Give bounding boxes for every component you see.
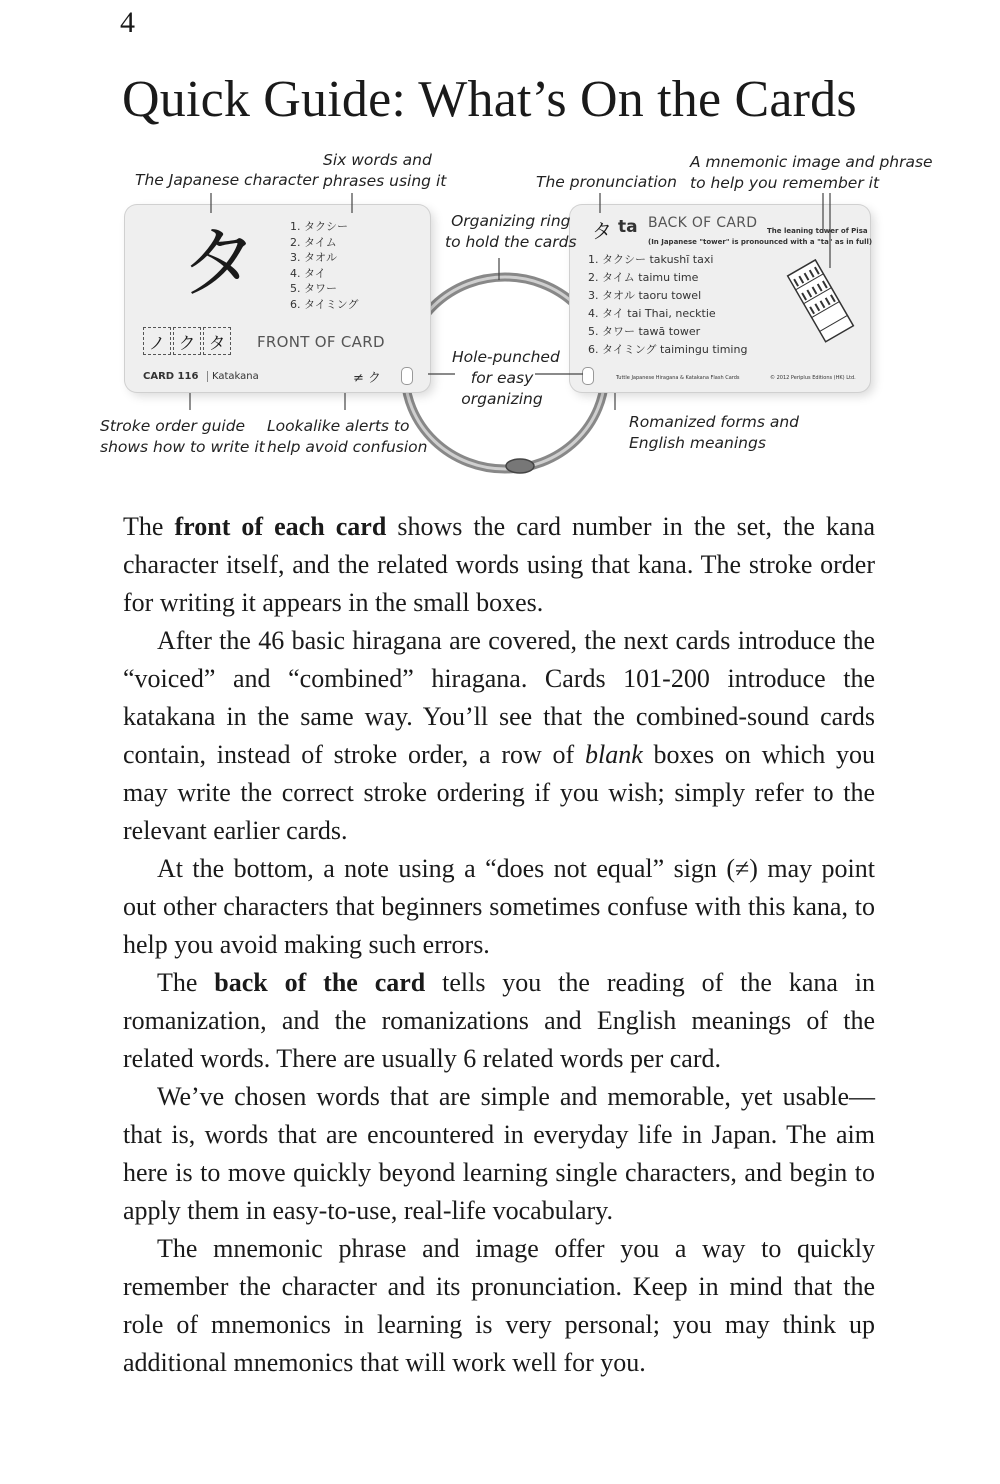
front-word: 1. タクシー [290, 220, 348, 233]
text-run: After the 46 basic hiragana are covered, the next cards introduce the “voiced” and “combined” hiragana. Cards 101-200 introduce the katakana in the same way. You’ll see that the combined-sound cards contain, instead of stroke order, a row of [123, 626, 875, 769]
paragraph [123, 508, 875, 622]
body-text [123, 508, 875, 1382]
mnemonic-phrase: The leaning tower of Pisa [767, 227, 868, 235]
front-word: 3. タオル [290, 251, 337, 264]
paragraph: At the bottom, a note using a “does not equal” sign (≠) may point out other characters that beginners sometimes confuse with this kana, to help you avoid making such errors. [123, 854, 875, 959]
callout-line: organizing [461, 390, 543, 408]
card-diagram [95, 148, 933, 478]
callout-mnemonic [690, 152, 933, 194]
text-run: The [123, 512, 175, 541]
stroke-box: タ [203, 327, 231, 355]
mnemonic-note: (In Japanese "tower" is pronounced with a "ta" as in full) [648, 238, 873, 246]
back-card-label: BACK OF CARD [648, 215, 758, 231]
paragraph [123, 622, 875, 850]
text-run: tells you the reading of the kana in romanization, and the romanizations and English meanings of the related words. There are usually 6 related words per card. [123, 968, 875, 1073]
callout-organizing-ring [445, 211, 577, 253]
page-number: 4 [120, 6, 135, 39]
callout-line: Six words and [323, 151, 432, 169]
callout-line: Hole-punched [452, 348, 560, 366]
text-run: The [157, 968, 215, 997]
callout-stroke-order [100, 416, 265, 458]
stroke-box: ノ [143, 327, 171, 355]
back-word: 5. タワー tawā tower [588, 325, 701, 338]
back-footer-right: © 2012 Periplus Editions (HK) Ltd. [770, 375, 856, 381]
back-word: 4. タイ tai Thai, necktie [588, 307, 716, 320]
card-number: CARD 116 [143, 371, 199, 382]
back-word: 2. タイム taimu time [588, 271, 699, 284]
back-romaji: ta [618, 217, 638, 237]
callout-pronunciation: The pronunciation [536, 173, 677, 191]
front-word: 6. タイミング [290, 297, 359, 311]
callout-six-words [323, 150, 446, 192]
text-run: boxes on which you may write the correct stroke ordering if you wish; simply refer to the relevant earlier cards. [123, 740, 876, 845]
paragraph [123, 964, 875, 1078]
stroke-box: ク [173, 327, 201, 355]
italic-run: blank [584, 740, 643, 769]
back-word: 1. タクシー takushī taxi [588, 253, 714, 266]
paragraph: We’ve chosen words that are simple and memorable, yet usable—that is, words that are encountered in everyday life in Japan. The aim here is to move quickly beyond learning single characters, and begin to apply them in easy-to-use, real-life vocabulary. [123, 1082, 875, 1225]
callout-line: for easy [470, 369, 534, 387]
front-card-label: FRONT OF CARD [257, 333, 385, 351]
front-kana: タ [180, 219, 259, 309]
front-word: 4. タイ [290, 266, 326, 280]
back-footer-left: Tuttle Japanese Hiragana & Katakana Flash Cards [616, 375, 740, 381]
front-word: 5. タワー [290, 282, 337, 295]
back-word: 3. タオル taoru towel [588, 289, 702, 302]
callout-line: shows how to write it [100, 438, 265, 456]
back-word: 6. タイミング taimingu timing [588, 343, 748, 356]
lookalike-alert: ≠ ク [353, 371, 382, 386]
bold-run: front of each card [174, 512, 387, 541]
front-word: 2. タイム [290, 235, 337, 249]
callout-hole-punched [452, 347, 560, 410]
callout-line: Organizing ring [451, 212, 571, 230]
callout-line: phrases using it [323, 172, 447, 190]
callout-line: Lookalike alerts to [267, 417, 410, 435]
callout-line: to hold the cards [445, 233, 577, 251]
bold-run: back of the card [214, 968, 426, 997]
callout-line: A mnemonic image and phrase [690, 153, 933, 171]
callout-japanese-character: The Japanese character [135, 171, 319, 189]
callout-line: help avoid confusion [267, 438, 428, 456]
callout-line: to help you remember it [690, 174, 880, 192]
card-set-name: Katakana [207, 371, 259, 382]
callout-romanized [629, 412, 799, 454]
callout-lookalike [267, 416, 427, 458]
callout-line: Stroke order guide [100, 417, 246, 435]
callout-line: Romanized forms and [629, 413, 799, 431]
back-kana: タ [592, 219, 612, 243]
text-run: shows the card number in the set, the kana character itself, and the related words using that kana. The stroke order for writing it appears in the small boxes. [123, 512, 876, 617]
paragraph: The mnemonic phrase and image offer you a way to quickly remember the character and its pronunciation. Keep in mind that the role of mnemonics in learning is very personal; you may think up additional mnemonics that will work well for you. [123, 1234, 875, 1377]
page-title: Quick Guide: What’s On the Cards [122, 71, 857, 128]
callout-line: English meanings [629, 434, 766, 452]
